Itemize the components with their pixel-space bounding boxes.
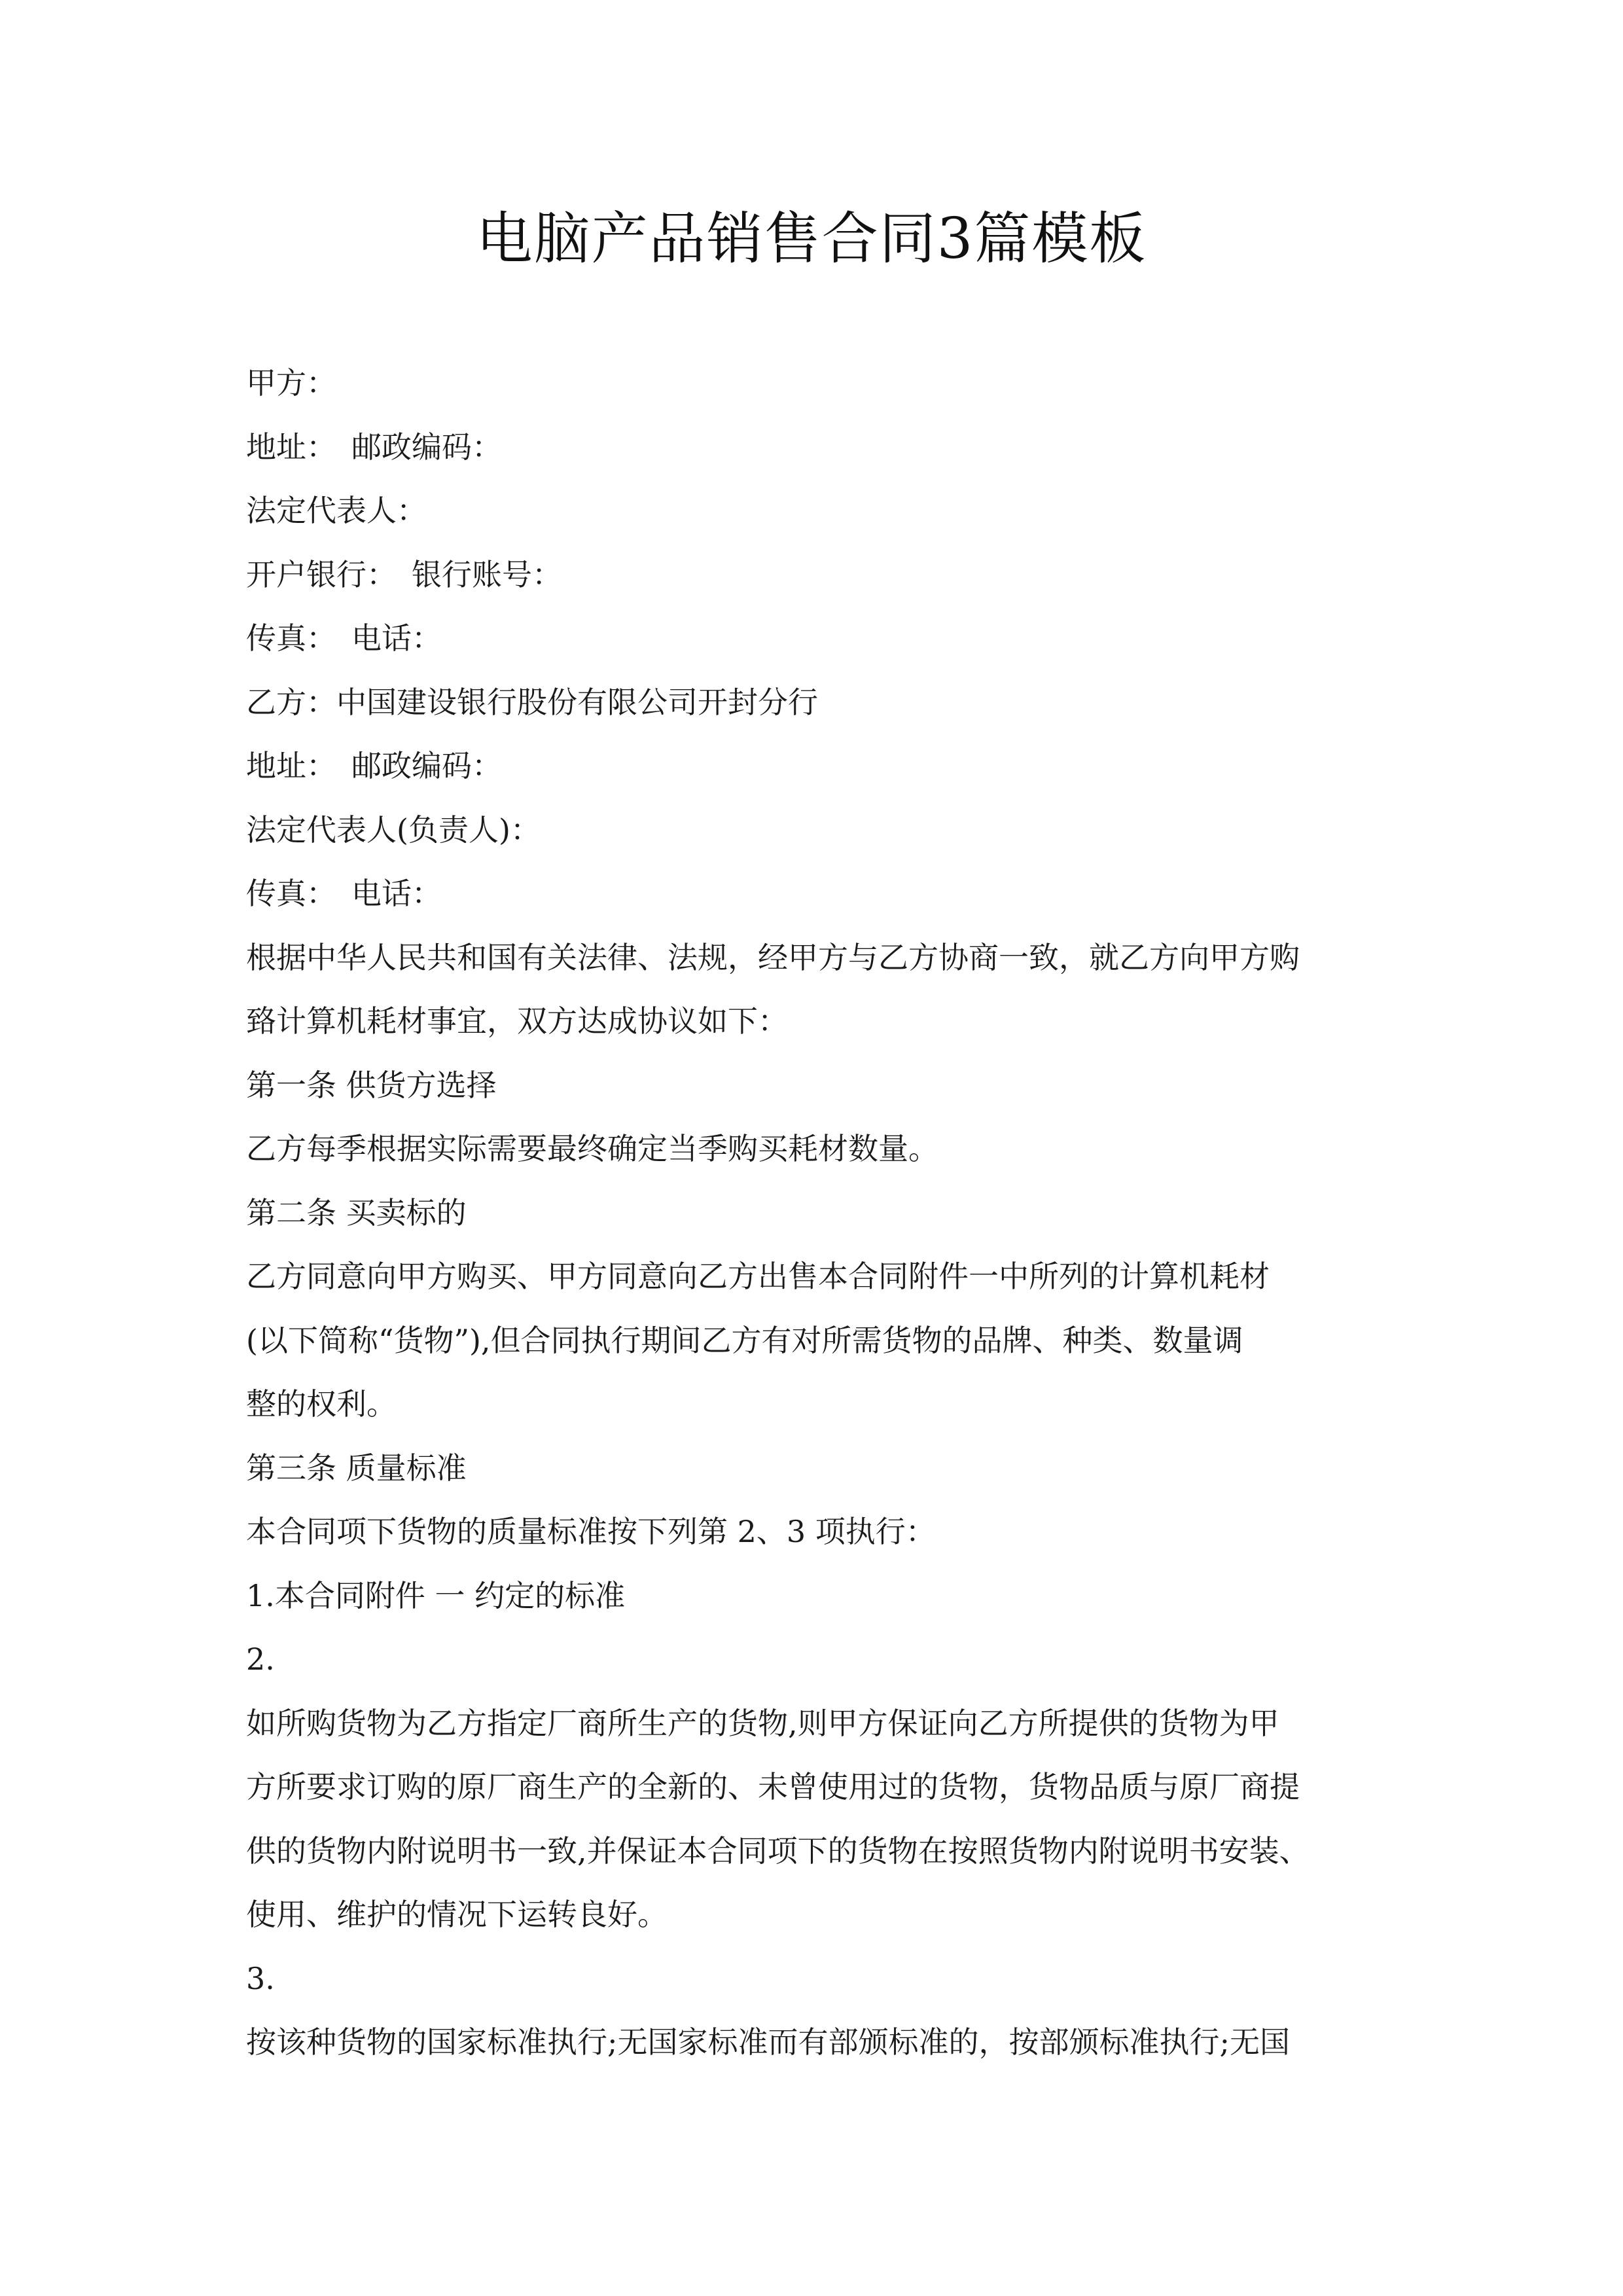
paragraph-line: 使用、维护的情况下运转良好。	[246, 1897, 668, 1932]
paragraph-line: (以下简称“货物”),但合同执行期间乙方有对所需货物的品牌、种类、数量调	[246, 1322, 1243, 1358]
paragraph-line: 乙方同意向甲方购买、甲方同意向乙方出售本合同附件一中所列的计算机耗材	[246, 1259, 1270, 1294]
article-heading: 第三条 质量标准	[246, 1450, 467, 1486]
party-b-line: 乙方：中国建设银行股份有限公司开封分行	[246, 684, 818, 720]
party-b-address-line: 地址： 邮政编码：	[246, 748, 502, 783]
paragraph-line: 方所要求订购的原厂商生产的全新的、未曾使用过的货物，货物品质与原厂商提	[246, 1769, 1300, 1804]
party-a-bank-line: 开户银行： 银行账号：	[246, 556, 562, 592]
preamble-line: 臵计算机耗材事宜，双方达成协议如下：	[246, 1003, 788, 1039]
paragraph-line: 按该种货物的国家标准执行;无国家标准而有部颁标准的，按部颁标准执行;无国	[246, 2024, 1290, 2060]
party-a-address-line: 地址： 邮政编码：	[246, 429, 502, 465]
party-a-line: 甲方：	[246, 365, 336, 401]
party-b-legal-rep-line: 法定代表人(负责人)：	[246, 812, 541, 848]
paragraph-line: 乙方每季根据实际需要最终确定当季购买耗材数量。	[246, 1131, 938, 1166]
article-heading: 第一条 供货方选择	[246, 1067, 497, 1103]
party-b-fax-line: 传真： 电话：	[246, 876, 442, 911]
list-item: 1.本合同附件 一 约定的标准	[246, 1577, 626, 1613]
list-item-number: 3.	[246, 1960, 275, 1996]
paragraph-line: 本合同项下货物的质量标准按下列第 2、3 项执行：	[246, 1514, 936, 1549]
list-item-number: 2.	[246, 1641, 275, 1677]
paragraph-line: 如所购货物为乙方指定厂商所生产的货物,则甲方保证向乙方所提供的货物为甲	[246, 1705, 1279, 1741]
paragraph-line: 供的货物内附说明书一致,并保证本合同项下的货物在按照货物内附说明书安装、	[246, 1833, 1310, 1869]
document-title: 电脑产品销售合同3篇模板	[476, 206, 1147, 272]
party-a-fax-line: 传真： 电话：	[246, 620, 442, 656]
document-body	[246, 351, 1398, 2075]
party-a-legal-rep-line: 法定代表人：	[246, 493, 427, 528]
article-heading: 第二条 买卖标的	[246, 1194, 467, 1230]
paragraph-line: 整的权利。	[246, 1386, 397, 1422]
preamble-line: 根据中华人民共和国有关法律、法规，经甲方与乙方协商一致，就乙方向甲方购	[246, 939, 1300, 975]
